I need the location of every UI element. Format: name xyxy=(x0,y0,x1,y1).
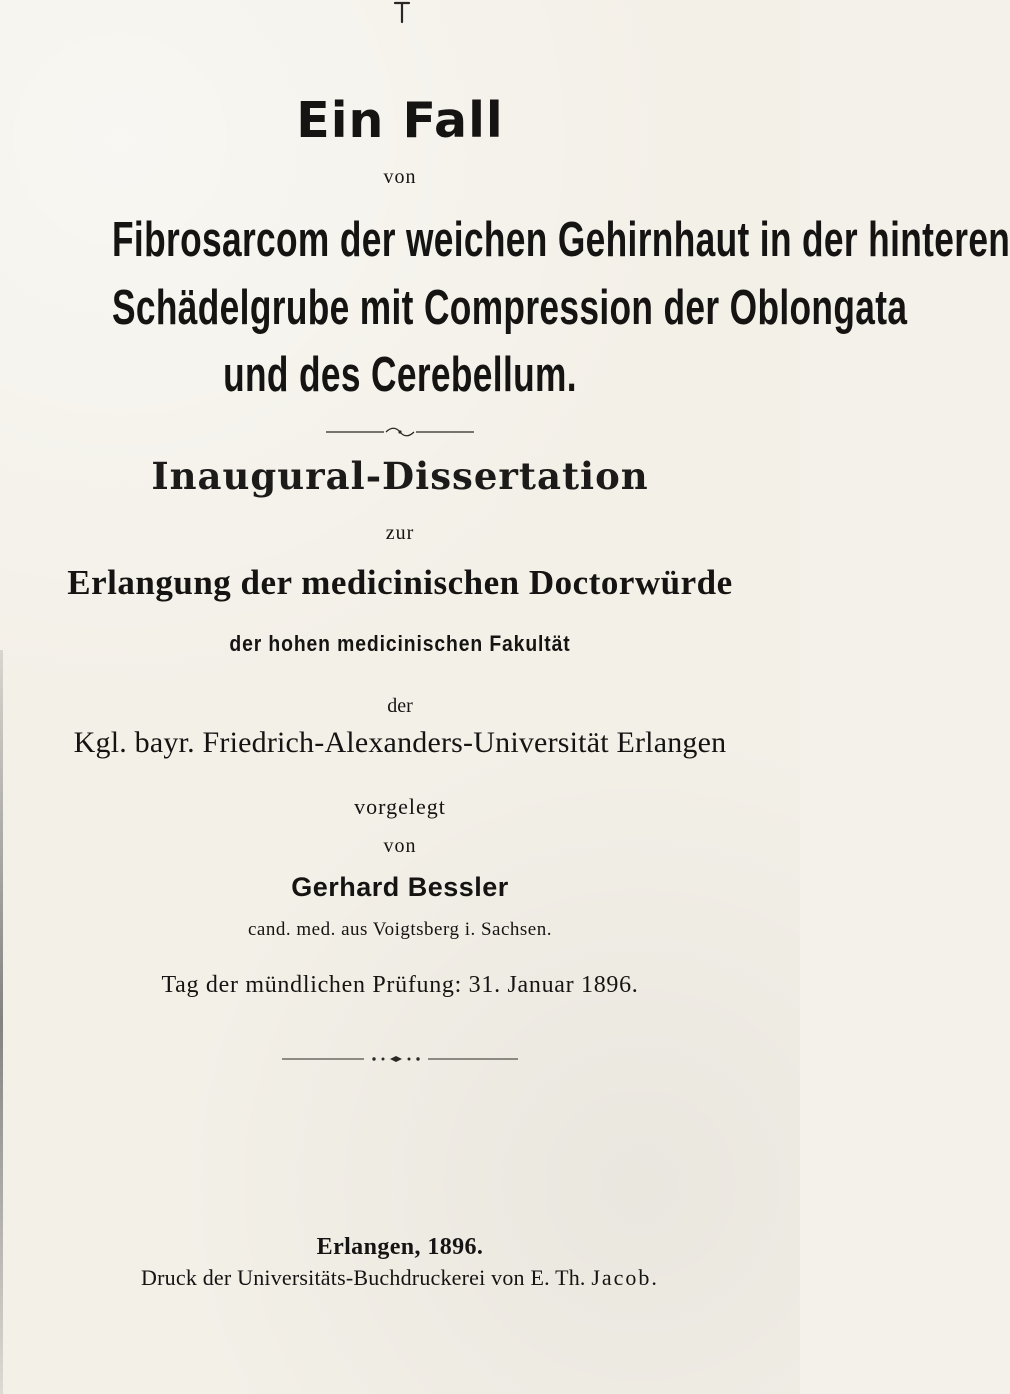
dissertation-label: Inaugural-Dissertation xyxy=(151,454,649,498)
university-line: Kgl. bayr. Friedrich-Alexanders-Universität Erlangen xyxy=(73,726,727,759)
faculty-line: der hohen medicinischen Fakultät xyxy=(229,631,571,656)
submitted-line: vorgelegt xyxy=(354,794,446,819)
document-title: Ein Fall xyxy=(296,92,504,149)
der-line: der xyxy=(387,695,413,717)
heading-line-1: Fibrosarcom der weichen Gehirnhaut in der hinteren xyxy=(112,213,1010,267)
printer-prefix: Druck der Universitäts-Buchdruckerei von E. Th. xyxy=(141,1265,586,1290)
exam-date-line: Tag der mündlichen Prüfung: 31. Januar 1896. xyxy=(161,972,639,998)
heading-line-3: und des Cerebellum. xyxy=(223,348,577,402)
von-line-author: von xyxy=(383,835,417,857)
printer-name: Jacob. xyxy=(591,1265,659,1290)
ornamental-divider-top xyxy=(326,426,474,438)
printer-line xyxy=(0,1265,800,1291)
author-name: Gerhard Bessler xyxy=(291,872,509,902)
zur-line: zur xyxy=(385,522,415,544)
place-year: Erlangen, 1896. xyxy=(316,1234,484,1260)
von-line-top: von xyxy=(383,166,417,188)
top-printer-mark xyxy=(394,0,410,22)
candidate-origin: cand. med. aus Voigtsberg i. Sachsen. xyxy=(248,919,552,940)
degree-line: Erlangung der medicinischen Doctorwürde xyxy=(67,563,733,602)
heading-line-2: Schädelgrube mit Compression der Oblongata xyxy=(112,281,908,335)
ornamental-divider-bottom xyxy=(282,1053,518,1065)
